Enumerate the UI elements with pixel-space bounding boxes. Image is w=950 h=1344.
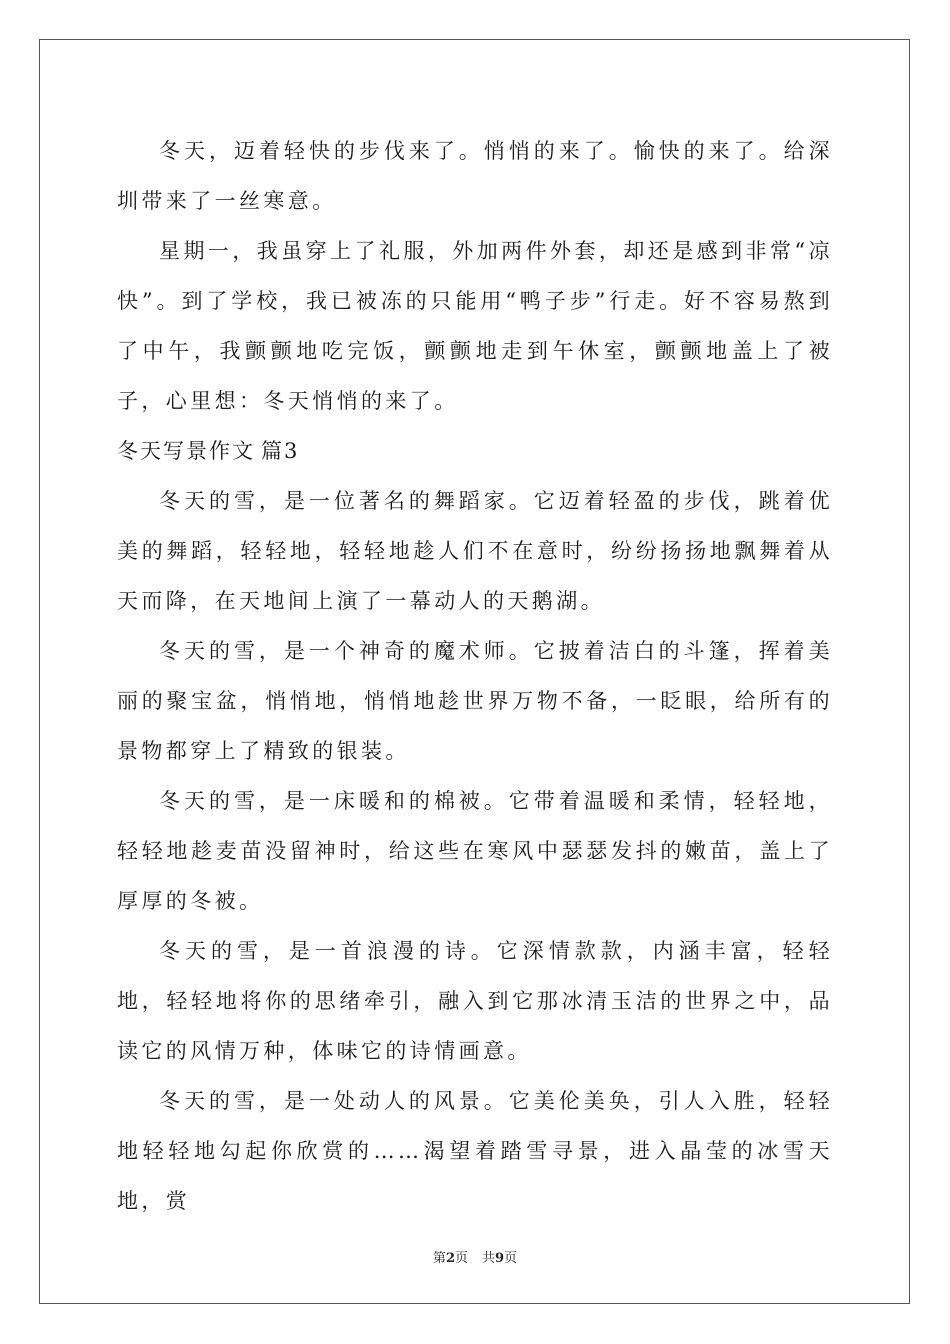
paragraph: 冬天的雪，是一个神奇的魔术师。它披着洁白的斗篷，挥着美丽的聚宝盆，悄悄地，悄悄地趁世界万物不备，一眨眼，给所有的景物都穿上了精致的银装。 <box>117 639 833 763</box>
section-title: 冬天写景作文 <box>117 439 255 463</box>
paragraph: 冬天的雪，是一处动人的风景。它美伦美奂，引人入胜，轻轻地轻轻地勾起你欣赏的……渴望着踏雪寻景，进入晶莹的冰雪天地，赏 <box>117 1089 833 1213</box>
page-current: 2 <box>445 1251 455 1266</box>
paragraph: 星期一，我虽穿上了礼服，外加两件外套，却还是感到非常“凉快”。到了学校，我已被冻的只能用“鸭子步”行走。好不容易熬到了中午，我颤颤地吃完饭，颤颤地走到午休室，颤颤地盖上了被子，心里想：冬天悄悄的来了。 <box>117 239 833 413</box>
paragraph: 冬天的雪，是一床暖和的棉被。它带着温暖和柔情，轻轻地，轻轻地趁麦苗没留神时，给这些在寒风中瑟瑟发抖的嫩苗，盖上了厚厚的冬被。 <box>117 789 833 913</box>
paragraph: 冬天的雪，是一首浪漫的诗。它深情款款，内涵丰富，轻轻地，轻轻地将你的思绪牵引，融入到它那冰清玉洁的世界之中，品读它的风情万种，体味它的诗情画意。 <box>117 939 833 1063</box>
page-suffix: 页 <box>454 1251 468 1266</box>
page-prefix: 第 <box>432 1251 446 1266</box>
paragraph: 冬天的雪，是一位著名的舞蹈家。它迈着轻盈的步伐，跳着优美的舞蹈，轻轻地，轻轻地趁人们不在意时，纷纷扬扬地飘舞着从天而降，在天地间上演了一幕动人的天鹅湖。 <box>117 489 833 613</box>
page-total: 9 <box>495 1251 505 1266</box>
page-footer <box>0 1247 950 1266</box>
paragraph: 冬天，迈着轻快的步伐来了。悄悄的来了。愉快的来了。给深圳带来了一丝寒意。 <box>117 139 833 213</box>
section-heading <box>117 426 833 476</box>
section-number: 篇3 <box>261 439 300 463</box>
total-prefix: 共 <box>482 1251 496 1266</box>
total-suffix: 页 <box>504 1251 518 1266</box>
document-body <box>117 126 833 1226</box>
